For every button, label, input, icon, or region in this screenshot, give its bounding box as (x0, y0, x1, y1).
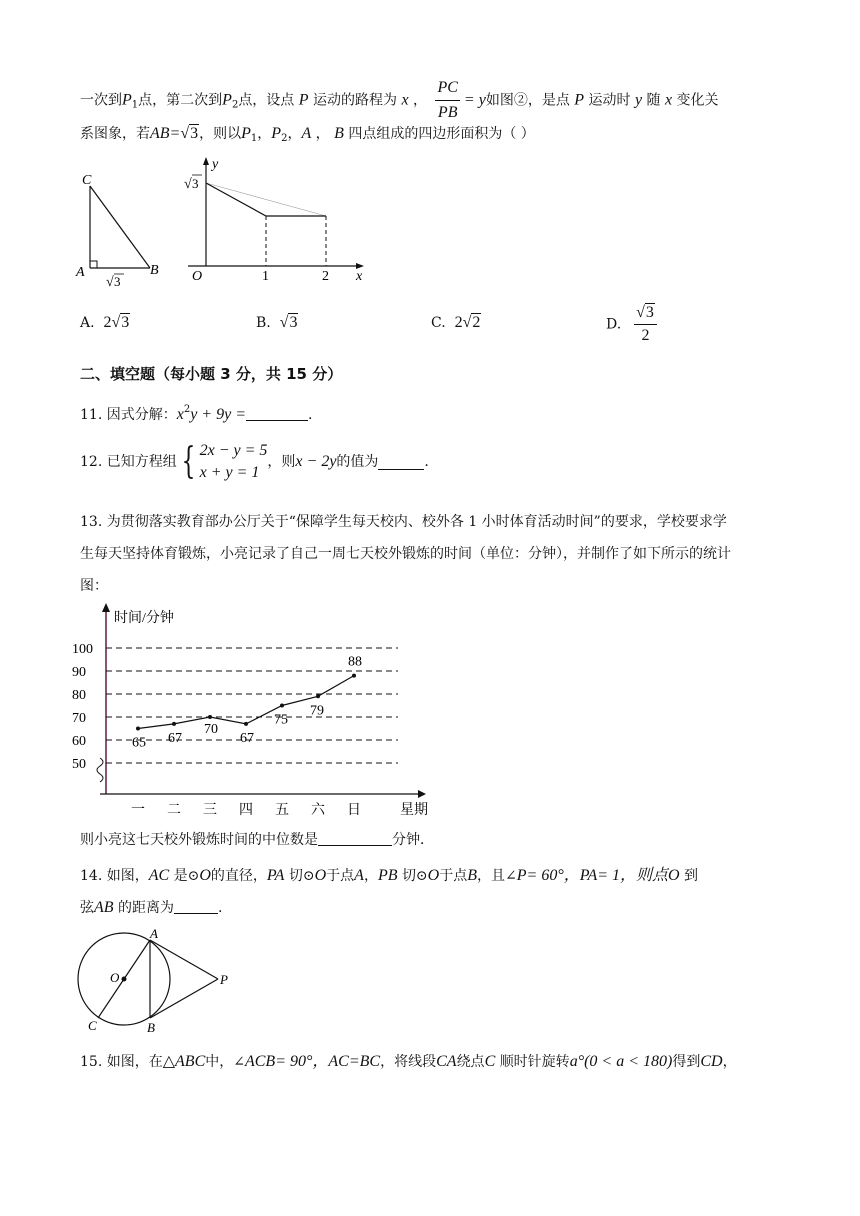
data-point (136, 727, 140, 731)
data-label: 65 (132, 735, 146, 751)
y-tick-label: 70 (72, 711, 86, 726)
data-label: 75 (274, 712, 288, 728)
x-tick-label: 日 (347, 803, 361, 818)
option-c[interactable]: C. 2√2 (431, 314, 481, 331)
figure-function-graph (180, 156, 370, 286)
y-tick-label: 60 (72, 734, 86, 749)
fraction-pc-pb: $\frac{PC}{PB}$ (437, 79, 458, 121)
option-b[interactable]: B. √3 (256, 314, 298, 331)
data-point (316, 694, 320, 698)
data-label: 79 (310, 703, 324, 719)
label-o: O (110, 970, 120, 985)
svg-text:√: √ (184, 177, 192, 192)
q13-answer-line: 则小亮这七天校外锻炼时间的中位数是 分钟． (80, 832, 434, 848)
q10-line1: 一次到$P_1$点，第二次到$P_2$点，设点 P 运动的路程为 x ， $\frac{PC}{PB}$ = y如图②，是点 P 运动时 y 随 x 变化关 (80, 79, 719, 121)
data-label: 67 (240, 730, 254, 746)
q13-line3: 图： (80, 578, 108, 594)
answer-blank-14[interactable] (174, 899, 218, 914)
y-tick-sqrt3: 3 (192, 176, 199, 191)
label-c: C (88, 1018, 97, 1033)
y-tick-label: 50 (72, 757, 86, 772)
figure-right-triangle (74, 168, 174, 290)
answer-blank-13[interactable] (318, 831, 392, 846)
origin-label: O (192, 269, 203, 284)
x-tick-label: 三 (203, 803, 217, 818)
x-tick-1: 1 (262, 269, 269, 284)
label-ab-length: 3 (114, 274, 121, 289)
q13-line2: 生每天坚持体育锻炼，小亮记录了自己一周七天校外锻炼的时间（单位：分钟），并制作了如下所示的统计 (80, 546, 731, 562)
svg-text:√: √ (106, 275, 114, 290)
q14-line2: 弦AB 的距离为 . (80, 899, 223, 916)
question-12: 12. 已知方程组 { 2x − y = 5 x + y = 1 ，则x − 2y的值为 . (80, 441, 429, 482)
chart-y-label: 时间/分钟 (114, 611, 174, 626)
q13-line1: 13. 为贯彻落实教育部办公厅关于“保障学生每天校内、校外各 1 小时体育活动时间”的要求，学校要求学 (80, 514, 727, 530)
answer-blank-11[interactable] (246, 406, 308, 421)
question-11: 11. 因式分解：$x^2y + 9y$ = . (80, 404, 313, 423)
x-tick-label: 二 (167, 803, 181, 818)
data-label: 70 (204, 722, 218, 737)
q10-line2: 系图象，若AB=√3，则以$P_1$，$P_2$，A ， B 四点组成的四边形面积为（ ） (80, 125, 535, 144)
data-label: 88 (348, 654, 362, 670)
data-point (352, 674, 356, 678)
q14-line1: 14. 如图，AC 是⊙O的直径，PA 切⊙O于点A，PB 切⊙O于点B，且∠P= 60°，PA= 1，则点O 到 (80, 867, 699, 884)
label-c: C (82, 173, 92, 188)
exercise-time-line-chart (70, 602, 450, 820)
label-a: A (76, 265, 85, 280)
x-tick-label: 六 (311, 803, 325, 818)
option-a[interactable]: A. 2√3 (80, 314, 130, 331)
q15-line1: 15. 如图，在△ABC中，∠ACB= 90°，AC=BC，将线段CA绕点C 顺时针旋转a°(0 < a < 180)得到CD， (80, 1053, 737, 1070)
y-tick-label: 80 (72, 688, 86, 703)
label-b: B (147, 1020, 155, 1035)
series-line (138, 676, 354, 729)
section-title-fill-in: 二、填空题（每小题 3 分，共 15 分） (80, 365, 343, 383)
axis-x-label: x (356, 269, 363, 284)
y-tick-label: 90 (72, 665, 86, 680)
data-point (280, 704, 284, 708)
data-label: 67 (168, 730, 182, 746)
answer-blank-12[interactable] (378, 455, 424, 470)
data-point (172, 722, 176, 726)
label-a: A (150, 926, 158, 941)
label-b: B (150, 263, 159, 278)
y-tick-label: 100 (72, 642, 93, 657)
equation-system: { 2x − y = 5 x + y = 1 (181, 441, 268, 482)
label-p: P (220, 972, 228, 987)
data-point (208, 715, 212, 719)
axis-y-label: y (212, 157, 219, 172)
figure-circle-tangents (70, 924, 240, 1036)
x-tick-label: 四 (239, 803, 253, 818)
x-tick-label: 一 (131, 803, 145, 818)
x-tick-label: 五 (275, 803, 289, 818)
x-tick-2: 2 (322, 269, 329, 284)
option-d[interactable]: D. $\frac{√3}{2}$ (606, 304, 661, 345)
chart-x-label: 星期 (400, 803, 428, 818)
data-point (244, 722, 248, 726)
